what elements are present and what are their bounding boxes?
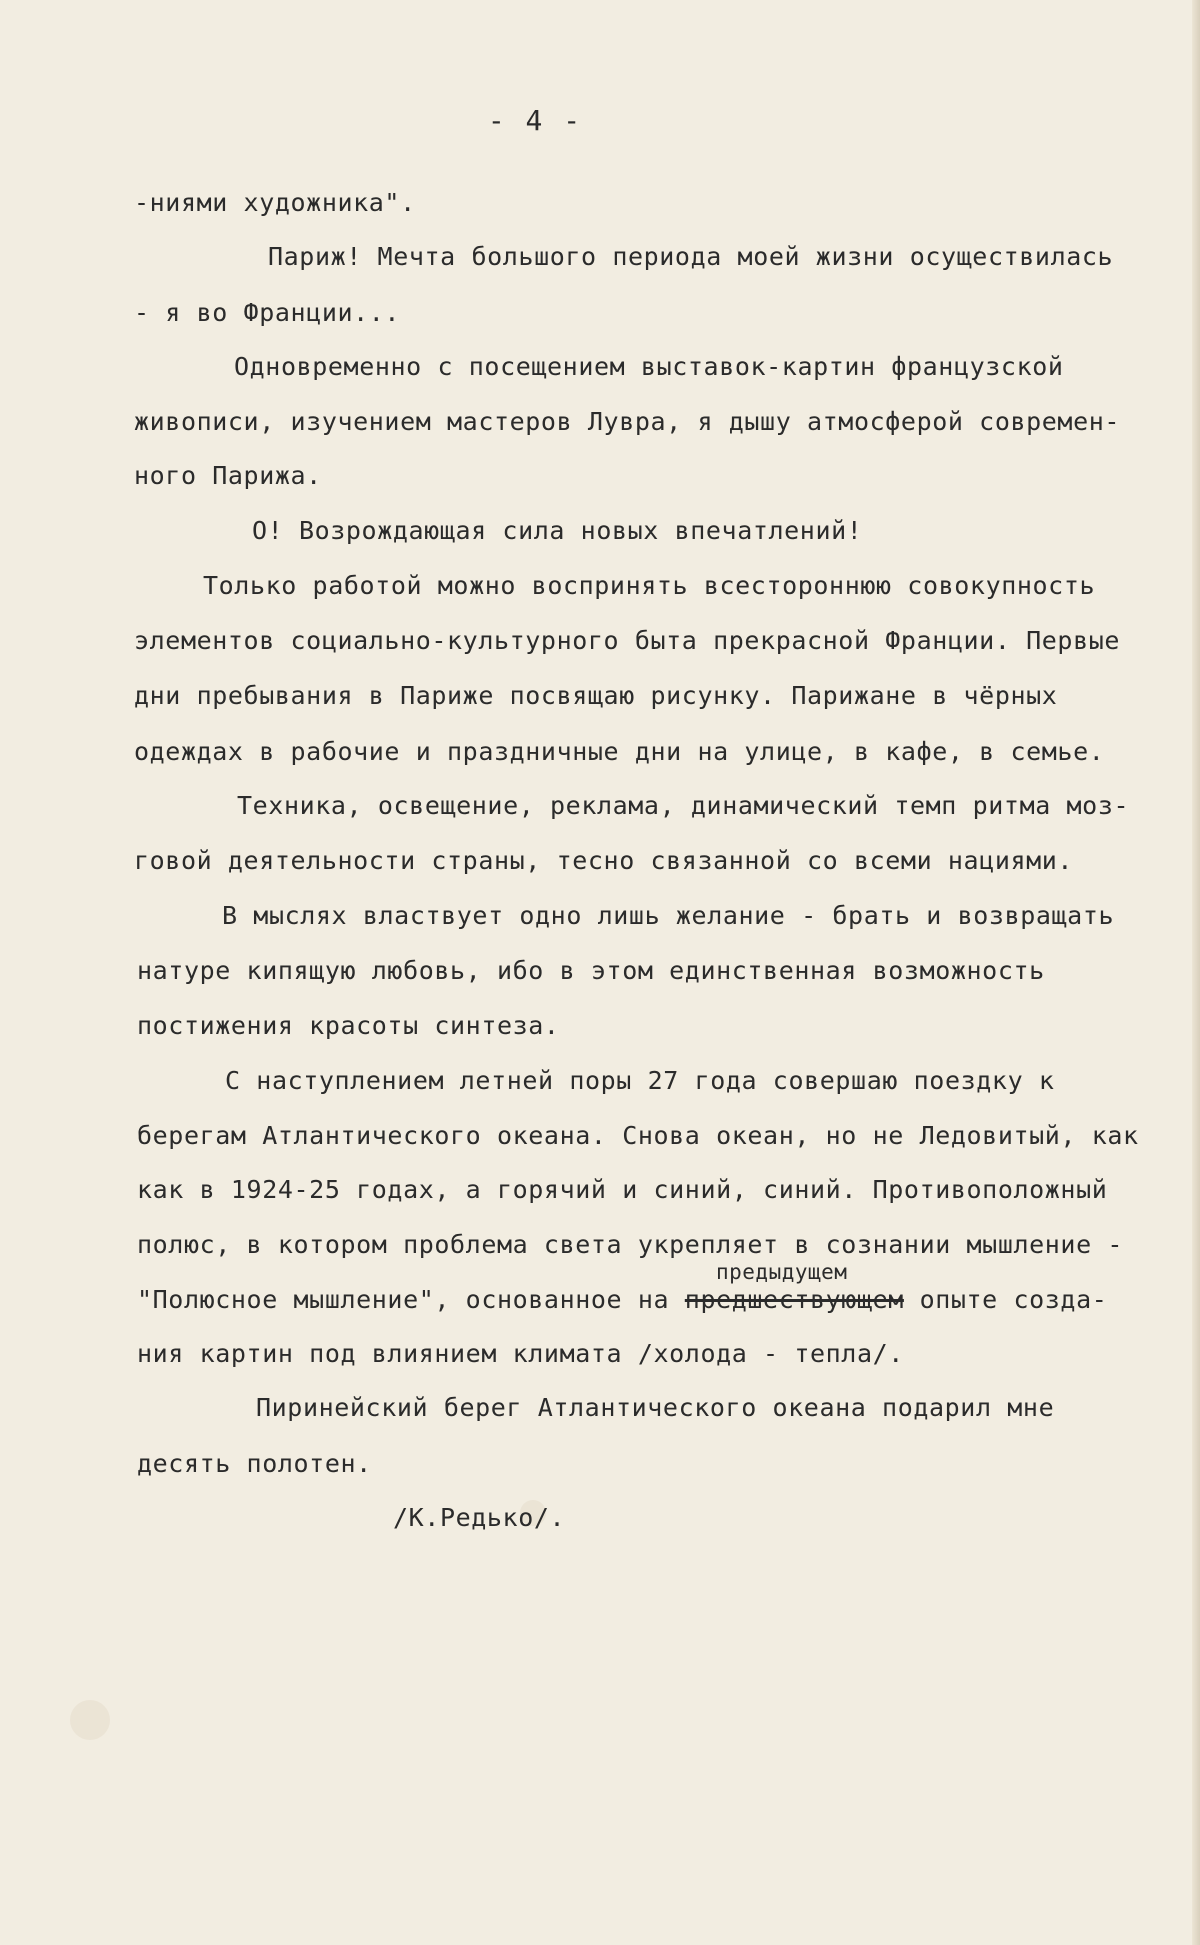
text-line: одеждах в рабочие и праздничные дни на улице, в кафе, в семье. (134, 737, 1105, 766)
text-line: Одновременно с посещением выставок-картин французской (234, 352, 1064, 381)
text-line: живописи, изучением мастеров Лувра, я дышу атмосферой современ- (134, 407, 1121, 436)
text-line: полюс, в котором проблема света укрепляет в сознании мышление - (137, 1230, 1124, 1259)
text-line: С наступлением летней поры 27 года совершаю поездку к (225, 1066, 1055, 1095)
text-line: дни пребывания в Париже посвящаю рисунку. Парижане в чёрных (134, 681, 1058, 710)
text-line: натуре кипящую любовь, ибо в этом единственная возможность (137, 956, 1045, 985)
text-line: Париж! Мечта большого периода моей жизни осуществилась (268, 242, 1114, 271)
page-number: - 4 - (487, 104, 583, 137)
paper-stain (70, 1700, 110, 1740)
text-line: -ниями художника". (134, 188, 416, 217)
text-line: говой деятельности страны, тесно связанной со всеми нациями. (134, 846, 1074, 875)
text-line: О! Возрождающая сила новых впечатлений! (252, 516, 863, 545)
handwritten-insertion: предыдущем (716, 1260, 848, 1284)
text-line: Пиринейский берег Атлантического океана подарил мне (256, 1393, 1055, 1422)
text-line: элементов социально-культурного быта прекрасной Франции. Первые (134, 626, 1121, 655)
struck-word: предшествующем (684, 1285, 904, 1314)
text-line: В мыслях властвует одно лишь желание - брать и возвращать (222, 901, 1115, 930)
text-segment: "Полюсное мышление", основанное на (137, 1285, 685, 1314)
text-line: как в 1924-25 годах, а горячий и синий, синий. Противоположный (137, 1175, 1108, 1204)
text-line: Только работой можно воспринять всестороннюю совокупность (203, 571, 1096, 600)
text-line: берегам Атлантического океана. Снова океан, но не Ледовитый, как (137, 1121, 1139, 1150)
text-segment: опыте созда- (903, 1285, 1108, 1314)
text-line: постижения красоты синтеза. (137, 1011, 560, 1040)
text-line: Техника, освещение, реклама, динамический темп ритма моз- (237, 791, 1130, 820)
page-edge-shadow (1192, 0, 1200, 1945)
text-line: - я во Франции... (134, 298, 401, 327)
signature-line: /К.Редько/. (393, 1503, 566, 1532)
text-line-with-correction (137, 1284, 1107, 1316)
text-line: десять полотен. (137, 1449, 372, 1478)
text-line: ния картин под влиянием климата /холода - тепла/. (137, 1339, 904, 1368)
text-line: ного Парижа. (134, 461, 322, 490)
